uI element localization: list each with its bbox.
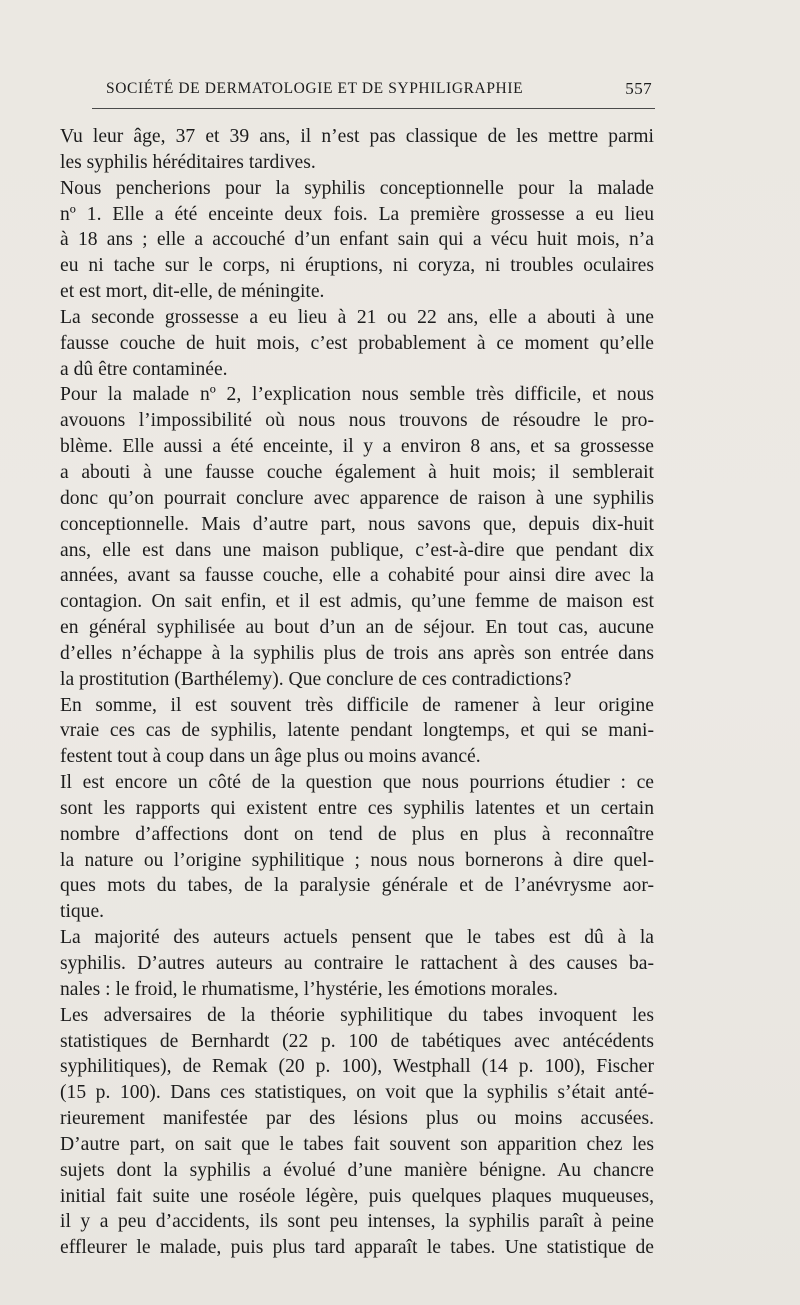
text-line: blème. Elle aussi a été enceinte, il y a environ 8 ans, et sa grossesse	[60, 436, 654, 458]
paragraph	[60, 305, 654, 383]
paragraph	[60, 770, 654, 925]
text-line: La majorité des auteurs actuels pensent que le tabes est dû à la	[60, 927, 654, 949]
text-line: nº 1. Elle a été enceinte deux fois. La première grossesse a eu lieu	[60, 203, 654, 225]
running-title: SOCIÉTÉ DE DERMATOLOGIE ET DE SYPHILIGRAPHIE	[106, 80, 524, 97]
paragraph	[60, 176, 654, 305]
text-line: Nous pencherions pour la syphilis conceptionnelle pour la malade	[60, 177, 654, 199]
running-head	[106, 80, 652, 102]
page-number: 557	[625, 79, 652, 98]
header-rule	[92, 108, 655, 109]
text-line: vraie ces cas de syphilis, latente pendant longtemps, et qui se mani-	[60, 720, 654, 742]
text-line: syphilitiques), de Remak (20 p. 100), Westphall (14 p. 100), Fischer	[60, 1056, 654, 1078]
body-text	[60, 124, 654, 1261]
text-line: les syphilis héréditaires tardives.	[60, 151, 316, 173]
text-line: il y a peu d’accidents, ils sont peu intenses, la syphilis paraît à peine	[60, 1211, 654, 1233]
paragraph	[60, 693, 654, 771]
paragraph	[60, 1003, 654, 1261]
text-line: fausse couche de huit mois, c’est probablement à ce moment qu’elle	[60, 332, 654, 354]
text-line: effleurer le malade, puis plus tard apparaît le tabes. Une statistique de	[60, 1237, 654, 1259]
text-line: eu ni tache sur le corps, ni éruptions, ni coryza, ni troubles oculaires	[60, 255, 654, 277]
text-line: sujets dont la syphilis a évolué d’une manière bénigne. Au chancre	[60, 1159, 654, 1181]
text-line: en général syphilisée au bout d’un an de séjour. En tout cas, aucune	[60, 617, 654, 639]
text-line: donc qu’on pourrait conclure avec apparence de raison à une syphilis	[60, 487, 654, 509]
text-line: Les adversaires de la théorie syphilitique du tabes invoquent les	[60, 1004, 654, 1026]
text-line: La seconde grossesse a eu lieu à 21 ou 22 ans, elle a abouti à une	[60, 306, 654, 328]
text-line: la prostitution (Barthélemy). Que conclure de ces contradictions?	[60, 668, 572, 690]
text-line: à 18 ans ; elle a accouché d’un enfant sain qui a vécu huit mois, n’a	[60, 229, 654, 251]
text-line: a abouti à une fausse couche également à huit mois; il semblerait	[60, 461, 654, 483]
text-line: ans, elle est dans une maison publique, c’est-à-dire que pendant dix	[60, 539, 654, 561]
text-line: syphilis. D’autres auteurs au contraire le rattachent à des causes ba-	[60, 953, 654, 974]
text-line: contagion. On sait enfin, et il est admis, qu’une femme de maison est	[60, 591, 654, 613]
text-line: conceptionnelle. Mais d’autre part, nous savons que, depuis dix-huit	[60, 513, 654, 535]
text-line: sont les rapports qui existent entre ces syphilis latentes et un certain	[60, 797, 654, 819]
text-line: d’elles n’échappe à la syphilis plus de trois ans après son entrée dans	[60, 642, 654, 664]
text-line: ques mots du tabes, de la paralysie générale et de l’anévrysme aor-	[60, 875, 654, 897]
text-line: D’autre part, on sait que le tabes fait souvent son apparition chez les	[60, 1133, 654, 1155]
text-line: nombre d’affections dont on tend de plus en plus à reconnaître	[60, 823, 654, 845]
paragraph	[60, 925, 654, 1003]
text-line: En somme, il est souvent très difficile de ramener à leur origine	[60, 694, 654, 716]
text-line: rieurement manifestée par des lésions plus ou moins accusées.	[60, 1108, 654, 1130]
text-line: a dû être contaminée.	[60, 358, 228, 380]
text-line: avouons l’impossibilité où nous nous trouvons de résoudre le pro-	[60, 410, 654, 432]
text-line: (15 p. 100). Dans ces statistiques, on voit que la syphilis s’était anté-	[60, 1082, 654, 1104]
text-line: tique.	[60, 901, 105, 923]
text-line: festent tout à coup dans un âge plus ou moins avancé.	[60, 746, 481, 768]
text-line: et est mort, dit-elle, de méningite.	[60, 281, 325, 303]
text-line: Il est encore un côté de la question que nous pourrions étudier : ce	[60, 772, 654, 794]
paragraph	[60, 382, 654, 692]
text-line: Vu leur âge, 37 et 39 ans, il n’est pas classique de les mettre parmi	[60, 126, 654, 147]
text-line: Pour la malade nº 2, l’explication nous semble très difficile, et nous	[60, 384, 654, 406]
text-line: la nature ou l’origine syphilitique ; nous nous bornerons à dire quel-	[60, 849, 654, 871]
text-line: années, avant sa fausse couche, elle a cohabité pour ainsi dire avec la	[60, 565, 654, 587]
text-line: statistiques de Bernhardt (22 p. 100 de tabétiques avec antécédents	[60, 1030, 654, 1052]
text-line: nales : le froid, le rhumatisme, l’hystérie, les émotions morales.	[60, 978, 558, 1000]
paragraph	[60, 124, 654, 176]
text-line: initial fait suite une roséole légère, puis quelques plaques muqueuses,	[60, 1185, 654, 1207]
